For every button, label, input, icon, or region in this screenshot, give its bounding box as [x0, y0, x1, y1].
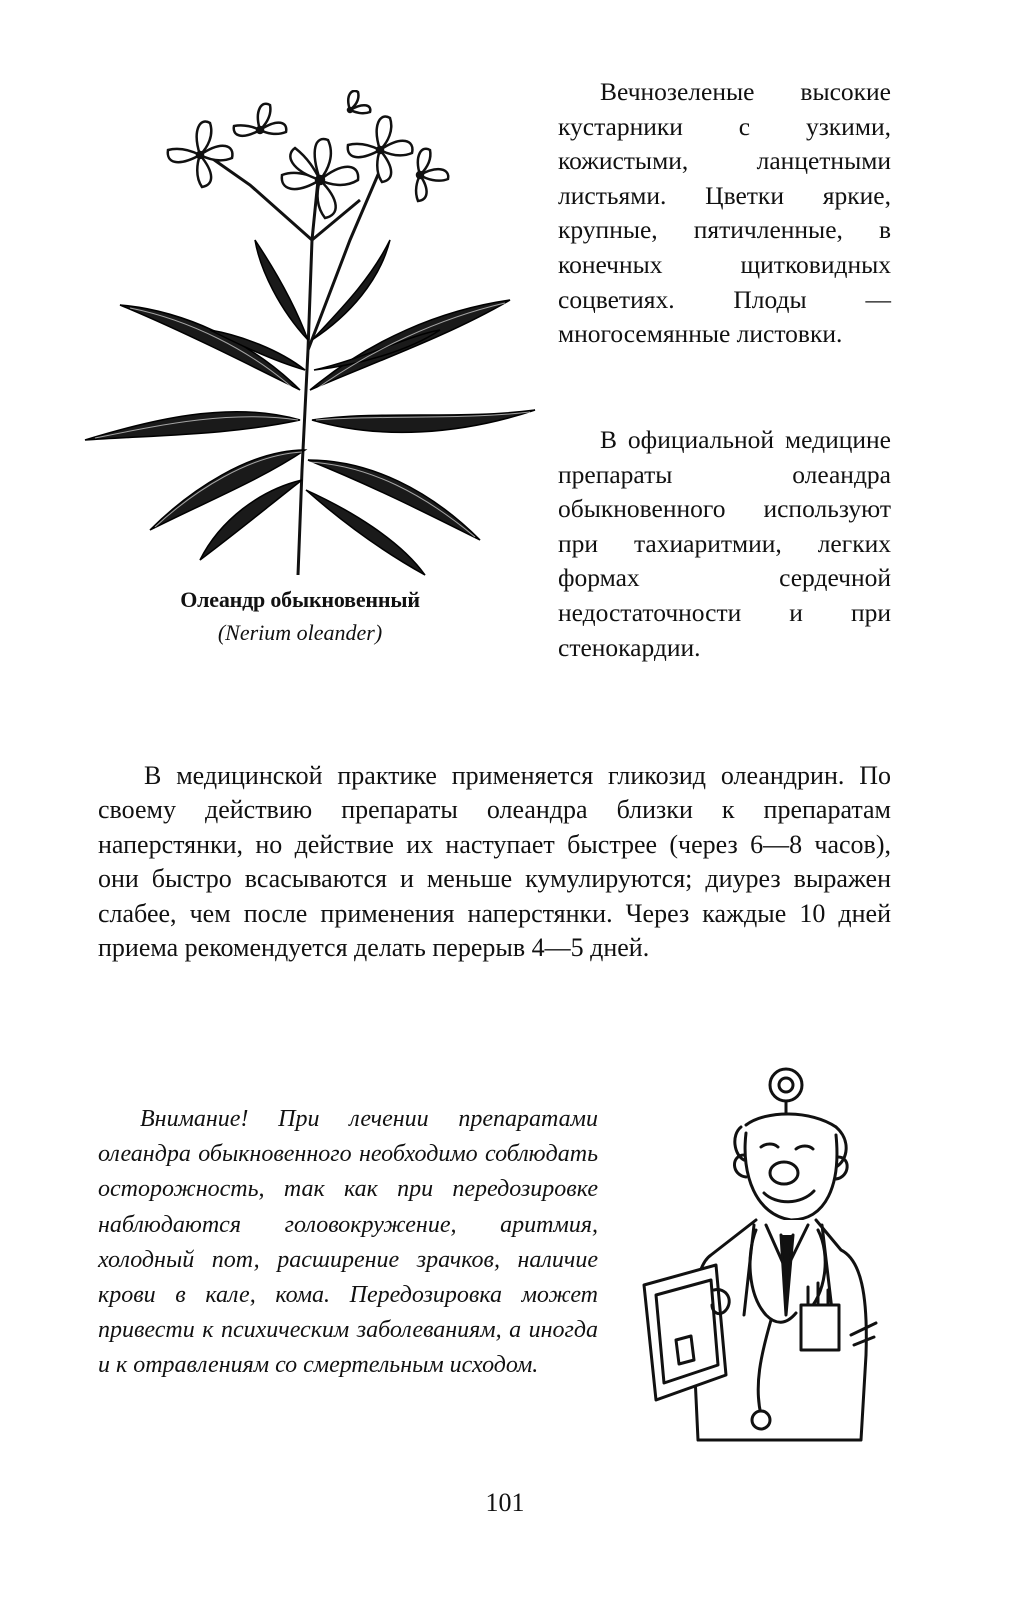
doctor-cartoon-icon	[636, 1055, 896, 1455]
description-paragraph: Вечнозеленые высокие кустарники с узкими, кожистыми, ланцетными листьями. Цветки яркие, крупные, пятичленные, в конечных щитковидных соцветиях. Плоды — многосемянные листовки.	[558, 77, 891, 349]
figure-caption-latin: (Nerium oleander)	[217, 620, 383, 645]
oleander-illustration-icon	[80, 90, 540, 580]
oleander-drawing	[80, 90, 540, 580]
official-medicine-paragraph: В официальной медицине препараты олеандра обыкновенного используют при тахиаритмии, легких формах сердечной недостаточности и при стенокардии.	[558, 425, 891, 662]
medical-practice-paragraph: В медицинской практике применяется гликозид олеандрин. По своему действию препараты олеандра близки к препаратам наперстянки, но действие их наступает быстрее (через 6—8 часов), они быстро всасываются и меньше кумулируются; диурез выражен слабее, чем после применения наперстянки. Через каждые 10 дней приема рекомендуется делать перерыв 4—5 дней.	[98, 761, 891, 963]
doctor-drawing	[636, 1055, 896, 1455]
page-number: 101	[485, 1488, 525, 1517]
warning-paragraph: Внимание! При лечении препаратами олеандра обыкновенного необходимо соблюдать осторожность, так как при передозировке наблюдаются головокружение, аритмия, холодный пот, расширение зрачков, наличие крови в кале, кома. Передозировка может привести к психическим заболеваниям, а иногда и к отравлениям со смертельным исходом.	[98, 1106, 598, 1379]
figure-caption-title: Олеандр обыкновенный	[180, 587, 420, 612]
